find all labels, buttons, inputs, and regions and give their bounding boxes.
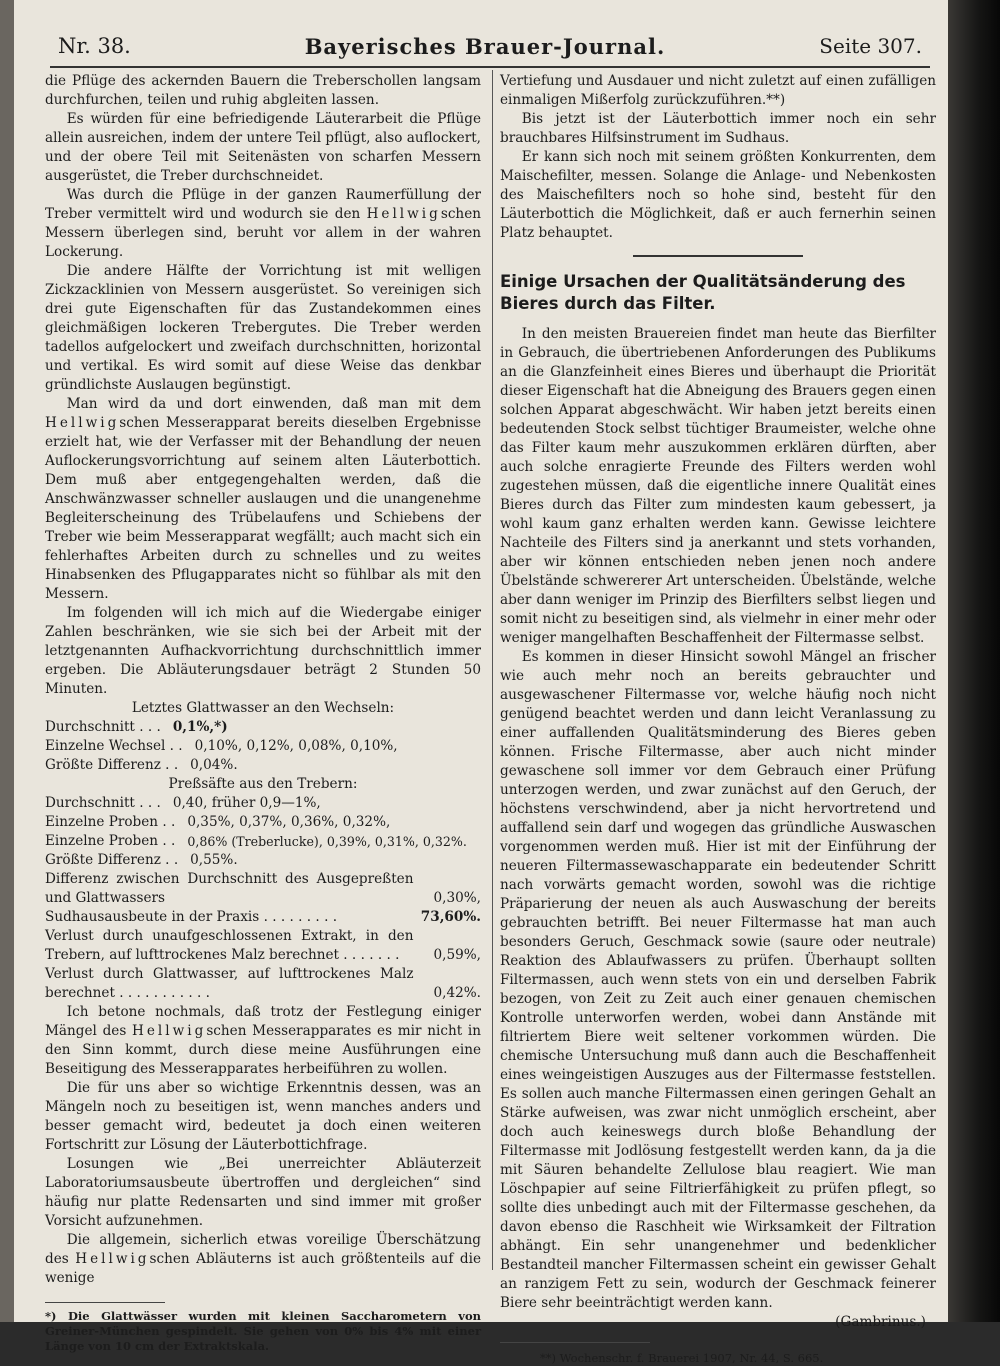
data-heading: Letztes Glattwasser an den Wechseln: [131, 700, 395, 716]
paragraph: die Pflüge des ackernden Bauern die Treberschollen langsam durchfurchen, teilen und ruhig abgleiten lassen. [45, 73, 481, 108]
section-separator [633, 255, 803, 257]
issue-number: Nr. 38. [58, 34, 131, 58]
data-row: Größte Differenz . . 0,04%. [45, 757, 238, 773]
data-row: Verlust durch unaufgeschlossenen Extrakt, in den Trebern, auf lufttrockenes Malz berechnet . . . . . . . 0,59%, [45, 928, 481, 963]
name-hellwig: Hellwig [366, 206, 441, 222]
name-hellwig: Hellwig [75, 1251, 150, 1267]
paragraph: Vertiefung und Ausdauer und nicht zuletzt auf einen zufälligen einmaligen Mißerfolg zurückzuführen.**) [500, 73, 936, 108]
data-table-pressaefte [45, 794, 481, 870]
paragraph: Es kommen in dieser Hinsicht sowohl Mängel an frischer wie auch mehr noch an bereits gebrauchter und ausgewaschener Filtermasse vor, welche häufig noch nicht genügend beachtet werden und dann leicht Veranlassung zu einer auffallenden Qualitätsminderung des Bieres geben können. Frische Filtermasse, aber auch nicht minder gewaschene soll immer vor dem Gebrauch einer Prüfung unterzogen werden, und zwar zunächst auf den Geruch, der höchstens verschwindend, aber ja nicht hervortretend und auffallend sein darf und wogegen das gründliche Auswaschen vorgenommen werden muß. Hier ist mit der Einführung der neueren Filtermassewaschapparate ein bedeutender Schritt nach vorwärts gemacht worden, sowohl was die richtige Präparierung der neuen als auch Auswaschung der bereits gebrauchten betrifft. Bei neuer Filtermasse hat man auch besonders Geruch, Geschmack sowie (saure oder neutrale) Reaktion des Ablaufwassers zu prüfen. Überhaupt sollten Filtermassen, auch wenn stets von ein und derselben Fabrik bezogen, von Zeit zu Zeit auch einer genauen chemischen Kontrolle unterworfen werden, wobei dann Anstände mit filtriertem Biere weit seltener vorkommen würden. Die chemische Untersuchung muß dann auch die Beschaffenheit eines weingeistigen Auszuges aus der Filtermasse feststellen. Es sollen auch manche Filtermassen einen geringen Gehalt an Stärke aufweisen, was zwar nicht unmöglich erscheint, aber doch auch keineswegs durch bloße Behandlung der Filtermasse mit Jodlösung festgestellt werden kann, da ja die mit Säuren behandelte Zellulose blau reagiert. Wie man Löschpapier auf seine Filtrierfähigkeit zu prüfen pflegt, so sollte dies unbedingt auch mit der Filtermasse geschehen, da davon ebenso die Raschheit wie Wirksamkeit der Filtration abhängt. Ein sehr unangenehmer und bedenklicher Bestandteil mancher Filtermassen scheint ein gewisser Gehalt an ranzigem Fett zu sein, wodurch der Geschmack feinerer Biere sehr beeinträchtigt werden kann. [500, 649, 936, 1311]
right-column [500, 72, 936, 1366]
data-table-summary [45, 870, 481, 1003]
name-hellwig: Hellwig [132, 1023, 207, 1039]
page-binding-edge [0, 0, 14, 1322]
page-header [40, 34, 930, 62]
data-table-glattwasser [45, 718, 481, 775]
paragraph: Im folgenden will ich mich auf die Wiedergabe einiger Zahlen beschränken, wie sie sich bei der Arbeit mit der letztgenannten Aufhackvorrichtung durchschnittlich immer ergeben. Die Abläuterungsdauer beträgt 2 Stunden 50 Minuten. [45, 605, 481, 697]
data-row: Einzelne Proben . . 0,86% (Treberlucke), 0,39%, 0,31%, 0,32%. [45, 833, 467, 849]
data-row: Durchschnitt . . . 0,1%,*) [45, 719, 228, 735]
data-row: Differenz zwischen Durchschnitt des Ausgepreßten und Glattwassers 0,30%, [45, 871, 481, 906]
paragraph: Es würden für eine befriedigende Läuterarbeit die Pflüge allein ausreichen, indem der untere Teil pflügt, also auflockert, und der obere Teil mit Seitenästen von scharfen Messern ausgerüstet, die Treber durchschneidet. [45, 111, 481, 184]
data-row: Einzelne Proben . . 0,35%, 0,37%, 0,36%, 0,32%, [45, 814, 391, 830]
paragraph: Was durch die Pflüge in der ganzen Raumerfüllung der Treber vermittelt wird und wodurch sie den Hellwigschen Messern überlegen sind, beruht vor allem in der wahren Lockerung. [45, 187, 481, 260]
column-separator [492, 70, 493, 1270]
page-number: Seite 307. [819, 34, 922, 58]
data-row: Verlust durch Glattwasser, auf lufttrockenes Malz berechnet . . . . . . . . . . . 0,42%. [45, 966, 481, 1001]
header-rule [50, 66, 930, 68]
journal-title: Bayerisches Brauer-Journal. [304, 34, 666, 59]
paragraph: Losungen wie „Bei unerreichter Abläuterzeit Laboratoriumsausbeute übertroffen und dergleichen“ sind häufig nur platte Redensarten und sind immer mit großer Vorsicht aufzunehmen. [45, 1156, 481, 1229]
paragraph: Er kann sich noch mit seinem größten Konkurrenten, dem Maischefilter, messen. Solange die Anlage- und Nebenkosten des Maischefilters noch so hohe sind, besteht für den Läuterbottich die Möglichkeit, daß er auch fernerhin seinen Platz behauptet. [500, 149, 936, 241]
article-title: Einige Ursachen der Qualitätsänderung des Bieres durch das Filter. [500, 272, 906, 313]
left-column [45, 72, 481, 1354]
footnote: **) Wochenschr. f. Brauerei 1907, Nr. 44, S. 665. [540, 1351, 824, 1365]
data-heading: Preßsäfte aus den Trebern: [168, 776, 358, 792]
paragraph: Die andere Hälfte der Vorrichtung ist mit welligen Zickzacklinien von Messern ausgerüstet. So vereinigen sich drei gute Eigenschaften für das Zustandekommen eines gleichmäßigen lockeren Trebergutes. Die Treber werden tadellos aufgelockert und zweifach durchschnitten, horizontal und vertikal. Es wird somit auf diese Weise das denkbar gründlichste Auslaugen begünstigt. [45, 263, 481, 393]
paragraph: Die allgemein, sicherlich etwas voreilige Überschätzung des Hellwigschen Abläuterns ist auch größtenteils auf die wenige [45, 1232, 481, 1286]
paragraph: In den meisten Brauereien findet man heute das Bierfilter in Gebrauch, die übertriebenen Anforderungen des Publikums an die Glanzfeinheit eines Bieres und überhaupt die Priorität dieser Eigenschaft hat die Abneigung des Brauers gegen einen solchen Apparat abgeschwächt. Wir haben jetzt bereits einen bedeutenden Stock selbst tüchtiger Braumeister, welche ohne das Filter kaum mehr auszukommen erklären dürften, aber auch solche enragierte Freunde des Filters werden wohl zugestehen müssen, daß die eigentliche innere Qualität eines Bieres durch das Filter zum mindesten kaum gebessert, ja wohl kaum ganz erhalten werden kann. Gewisse leichtere Nachteile des Filters sind ja anerkannt und stets vorhanden, aber wir können entschieden neben jenen noch andere Übelstände schwererer Art unterscheiden. Übelstände, welche aber dann weniger im Prinzip des Bierfilters selbst liegen und somit nicht zu beseitigen sind, als vielmehr in einer mehr oder weniger mangelhaften Beschaffenheit der Filtermasse selbst. [500, 326, 936, 646]
paragraph: Bis jetzt ist der Läuterbottich immer noch ein sehr brauchbares Hilfsinstrument im Sudhaus. [500, 111, 936, 146]
source-signature: (Gambrinus.) [835, 1314, 926, 1330]
paragraph: Man wird da und dort einwenden, daß man mit dem Hellwigschen Messerapparat bereits dieselben Ergebnisse erzielt hat, wie der Verfasser mit der Behandlung der neuen Auflockerungsvorrichtung auf seinem alten Läuterbottich. Dem muß aber entgegengehalten werden, daß die Anschwänzwasser schneller auslaugen und die unangenehme Begleiterscheinung des Trübelaufens und Schiebens der Treber wie beim Messerapparat wegfällt; auch macht sich ein fehlerhaftes Arbeiten durch zu schnelles und zu weites Hinabsenken des Pflugapparates nicht so fühlbar als mit den Messern. [45, 396, 481, 602]
scan-dark-border [948, 0, 1000, 1322]
footnote: *) Die Glattwässer wurden mit kleinen Saccharometern von Greiner-München gespindelt. Sie gehen von 0% bis 4% mit einer Länge von 10 cm der Extraktskala. [45, 1309, 481, 1353]
paragraph: Die für uns aber so wichtige Erkenntnis dessen, was an Mängeln noch zu beseitigen ist, wenn manches anders und besser gemacht wird, bedeutet ja doch einen weiteren Fortschritt zur Lösung der Läuterbottichfrage. [45, 1080, 481, 1153]
footnote-rule [45, 1302, 165, 1303]
footnote-rule [500, 1342, 650, 1343]
paragraph: Ich betone nochmals, daß trotz der Festlegung einiger Mängel des Hellwigschen Messerapparates es mir nicht in den Sinn kommt, durch diese meine Ausführungen eine Beseitigung des Messerapparates herbeiführen zu wollen. [45, 1004, 481, 1077]
name-hellwig: Hellwig [45, 415, 120, 431]
data-row: Einzelne Wechsel . . 0,10%, 0,12%, 0,08%, 0,10%, [45, 738, 398, 754]
data-row: Durchschnitt . . . 0,40, früher 0,9—1%, [45, 795, 321, 811]
data-row: Größte Differenz . . 0,55%. [45, 852, 238, 868]
data-row: Sudhausausbeute in der Praxis . . . . . . . . . 73,60%. [45, 909, 481, 925]
